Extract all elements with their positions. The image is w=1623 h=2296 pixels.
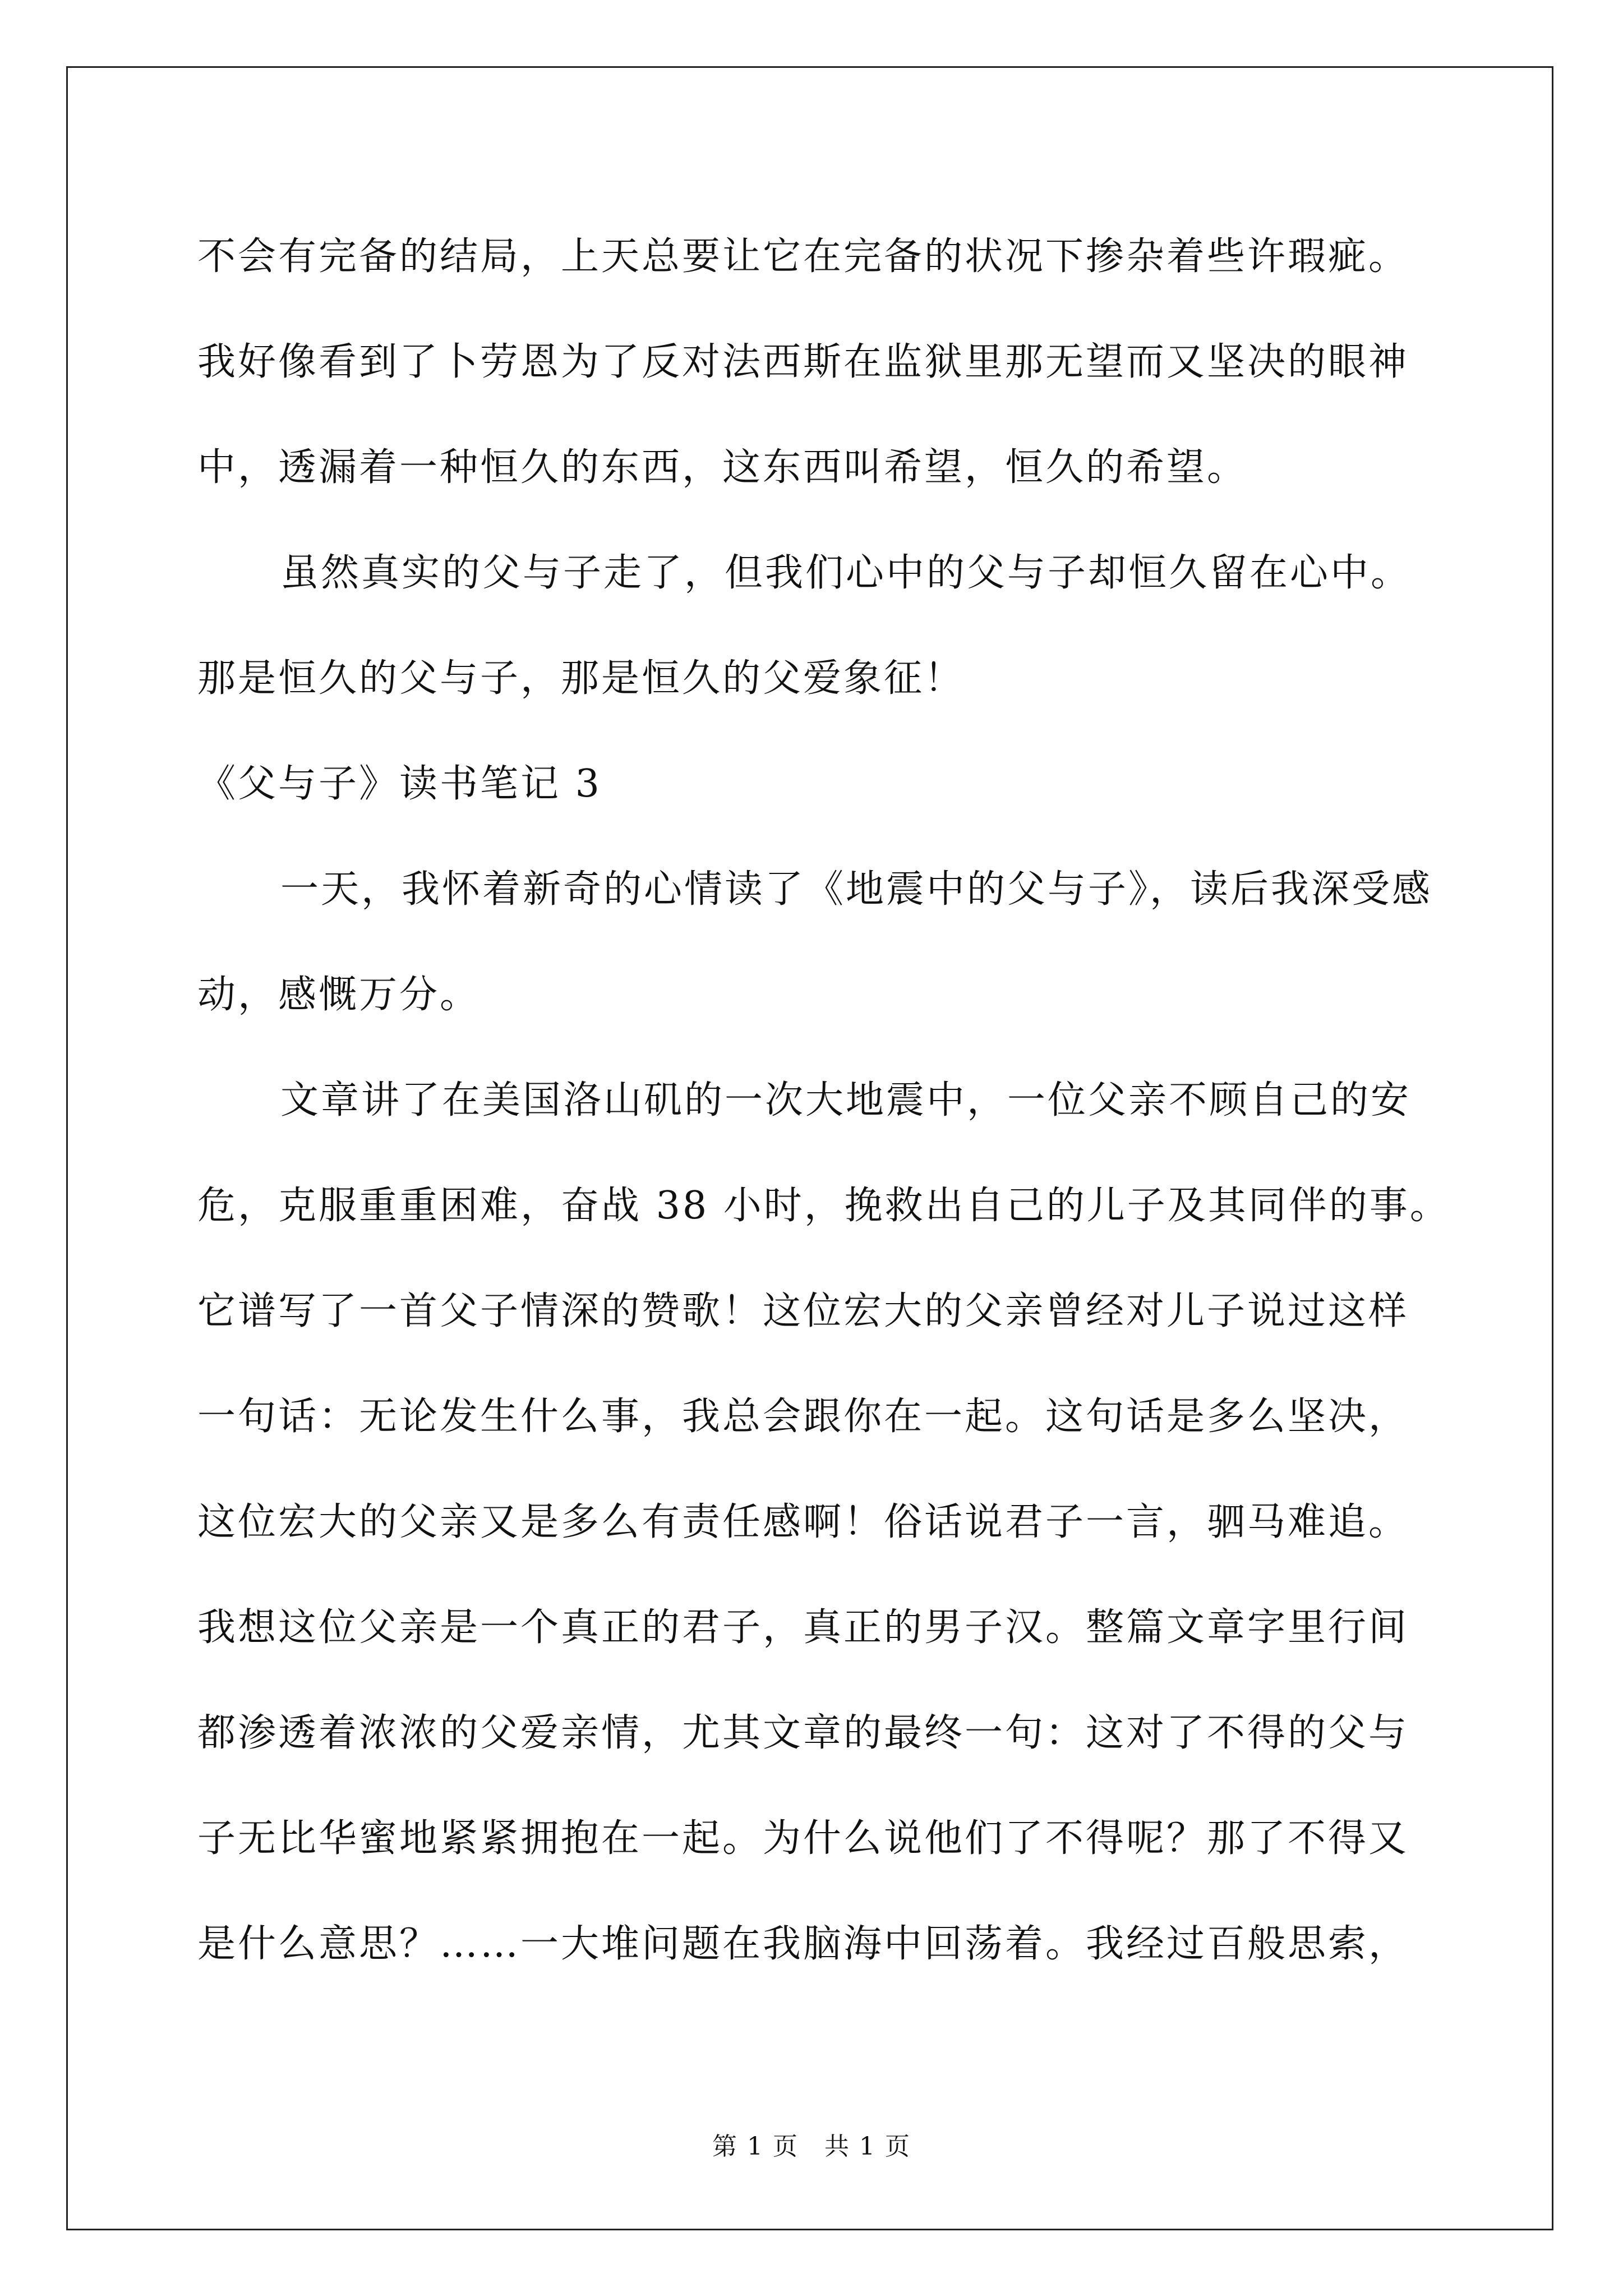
text-line: 一句话：无论发生什么事，我总会跟你在一起。这句话是多么坚决， [197,1395,1409,1439]
text-line: 这位宏大的父亲又是多么有责任感啊！俗话说君子一言，驷马难追。 [197,1500,1409,1544]
text-line: 动，感慨万分。 [197,973,481,1017]
section-title: 《父与子》读书笔记 3 [197,762,602,806]
text-line: 我想这位父亲是一个真正的君子，真正的男子汉。整篇文章字里行间 [197,1605,1409,1650]
text-line: 危，克服重重困难，奋战 38 小时，挽救出自己的儿子及其同伴的事。 [197,1184,1450,1228]
text-line: 它谱写了一首父子情深的赞歌！这位宏大的父亲曾经对儿子说过这样 [197,1289,1409,1333]
text-line: 文章讲了在美国洛山矶的一次大地震中，一位父亲不顾自己的安 [280,1078,1412,1122]
document-body [197,204,1454,1997]
text-line: 一天，我怀着新奇的心情读了《地震中的父与子》，读后我深受感 [280,867,1433,912]
text-line: 都渗透着浓浓的父爱亲情，尤其文章的最终一句：这对了不得的父与 [197,1711,1409,1755]
page-footer: 第 1 页 共 1 页 [712,2132,911,2161]
text-line: 是什么意思？……一大堆问题在我脑海中回荡着。我经过百般思索， [197,1922,1409,1966]
text-line: 那是恒久的父与子，那是恒久的父爱象征！ [197,656,965,701]
text-line: 不会有完备的结局，上天总要让它在完备的状况下掺杂着些许瑕疵。 [197,234,1409,279]
text-line: 子无比华蜜地紧紧拥抱在一起。为什么说他们了不得呢？那了不得又 [197,1816,1409,1861]
text-line: 虽然真实的父与子走了，但我们心中的父与子却恒久留在心中。 [280,551,1412,595]
text-line: 中，透漏着一种恒久的东西，这东西叫希望，恒久的希望。 [197,445,1248,490]
text-line: 我好像看到了卜劳恩为了反对法西斯在监狱里那无望而又坚决的眼神 [197,340,1409,384]
